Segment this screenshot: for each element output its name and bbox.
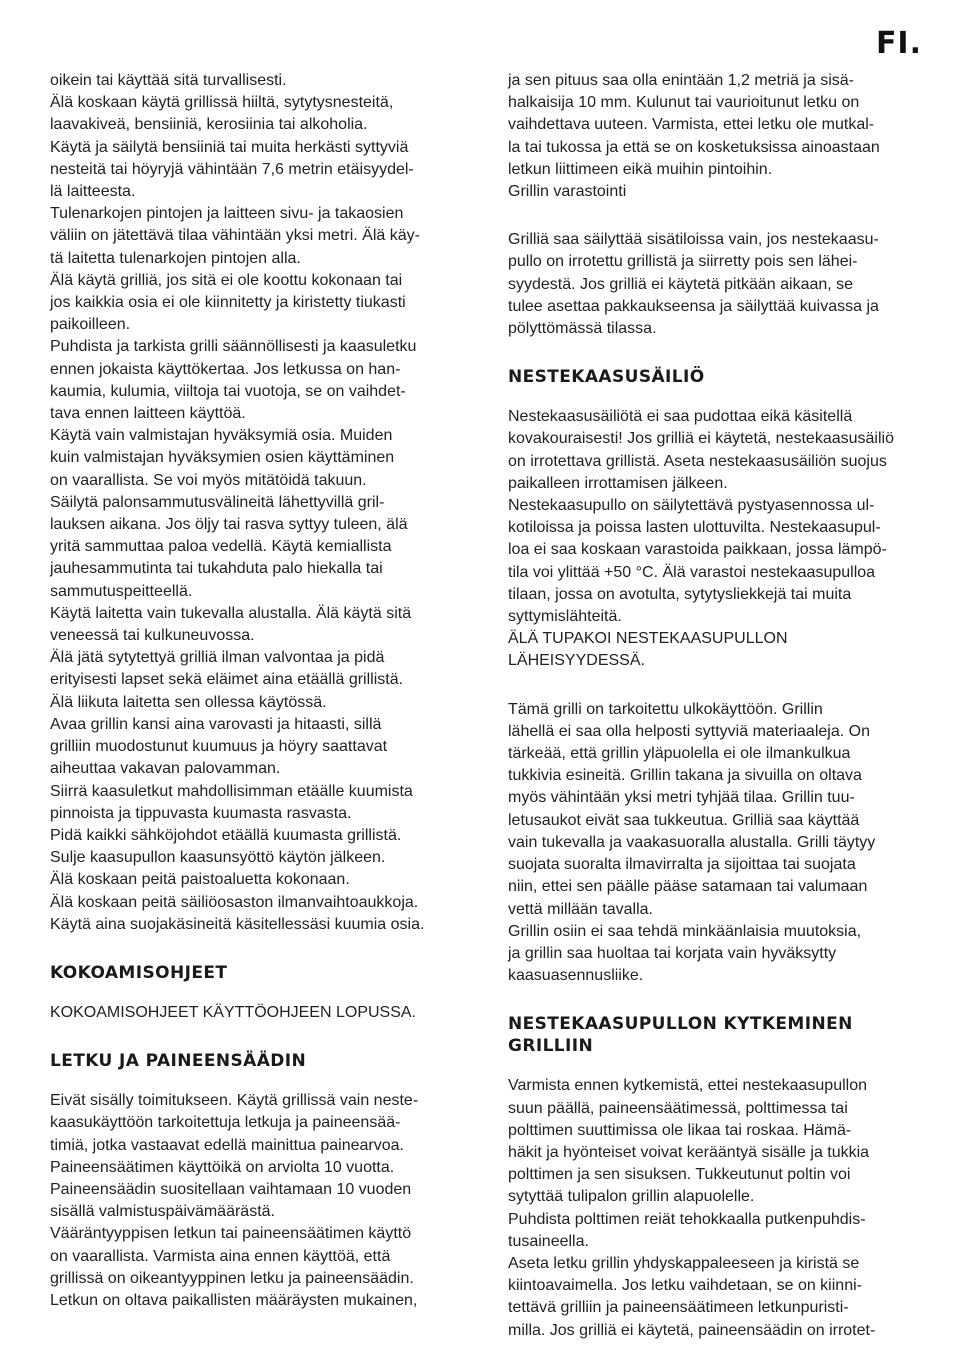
safety-instructions-text: oikein tai käyttää sitä turvallisesti. Älä koskaan käytä grillissä hiiltä, sytytysnesteitä, laavakiveä, bensiiniä, kerosiinia tai alkoholia. Käytä ja säilytä bensiiniä tai muita herkästi syttyviä nesteitä tai höyryjä vähintään 7,6 metrin etäisyydel- lä laitteesta. Tulenarkojen pintojen ja laitteen sivu- ja takaosien väliin on jätettävä tilaa vähintään yksi metri. Älä käy- tä laitetta tulenarkojen pintojen alla. Älä käytä grilliä, jos sitä ei ole koottu kokonaan tai jos kaikkia osia ei ole kiinnitetty ja kiristetty tiukasti paikoilleen. Puhdista ja tarkista grilli säännöllisesti ja kaasuletku ennen jokaista käyttökertaa. Jos letkussa on han- kaumia, kulumia, viiltoja tai vuotoja, se on vaihdet- tava ennen laitteen käyttöä. Käytä vain valmistajan hyväksymiä osia. Muiden kuin valmistajan hyväksymien osien käyttäminen on vaarallista. Se voi myös mitätöidä takuun. Säilytä palonsammutusvälineitä lähettyvillä gril- lauksen aikana. Jos öljy tai rasva syttyy tuleen, älä yritä sammuttaa paloa vedellä. Käytä kemiallista jauhesammutinta tai tukahduta palo hiekalla tai sammutuspeitteellä. Käytä laitetta vain tukevalla alustalla. Älä käytä sitä veneessä tai kulkuneuvossa. Älä jätä sytytettyä grilliä ilman valvontaa ja pidä erityisesti lapset sekä eläimet aina etäällä grillistä. Älä liikuta laitetta sen ollessa käytössä. Avaa grillin kansi aina varovasti ja hitaasti, sillä grilliin muodostunut kuumuus ja höyry saattavat aiheuttaa vakavan palovamman. Siirrä kaasuletkut mahdollisimman etäälle kuumista pinnoista ja tippuvasta kuumasta rasvasta. Pidä kaikki sähköjohdot etäällä kuumasta grillistä. Sulje kaasupullon kaasunsyöttö käytön jälkeen. Älä koskaan peitä paistoaluetta kokonaan. Älä koskaan peitä säiliöosaston ilmanvaihtoaukkoja. Käytä aina suojakäsineitä käsitellessäsi kuumia osia. — [50, 72, 425, 933]
right-column — [508, 70, 928, 1342]
hose-continuation-text: ja sen pituus saa olla enintään 1,2 metriä ja sisä- halkaisija 10 mm. Kulunut tai vaurioitunut letku on vaihdettava uuteen. Varmista, ettei letku ole mutkal- la tai tukossa ja että se on kosketuksissa ainoastaan letkun liittimeen eikä muihin pintoihin. Grillin varastointi — [508, 72, 880, 201]
connecting-cylinder-text: Varmista ennen kytkemistä, ettei nestekaasupullon suun päällä, paineensäätimessä, polttimessa tai polttimen suuttimissa ole likaa tai roskaa. Hämä- häkit ja hyönteiset voivat kerääntyä sisälle ja tukkia polttimen ja sen sisuksen. Tukkeutunut poltin voi sytyttää tulipalon grillin alapuolelle. Puhdista polttimen reiät tehokkaalla putkenpuhdis- tusaineella. Aseta letku grillin yhdyskappaleeseen ja kiristä se kiintoavaimella. Jos letku vaihdetaan, se on kiinni- tettävä grilliin ja paineensäätimeen letkunpuristi- milla. Jos grilliä ei käytetä, paineensäädin on irrotet- — [508, 1077, 876, 1339]
language-code: FI. — [875, 26, 922, 61]
hose-regulator-heading: LETKU JA PAINEENSÄÄDIN — [50, 1051, 307, 1072]
gas-tank-text: Nestekaasusäiliötä ei saa pudottaa eikä käsitellä kovakouraisesti! Jos grilliä ei käytetä, nestekaasusäiliö on irrotettava grillistä. Aseta nestekaasusäiliön suojus paikalleen irrottamisen jälkeen. Nestekaasupullo on säilytettävä pystyasennossa ul- kotiloissa ja poissa lasten ulottuvilta. Nestekaasupul- loa ei saa koskaan varastoida paikkaan, jossa lämpö- tila voi ylittää +50 °C. Älä varastoi nestekaasupulloa tilaan, jossa on avotulta, sytytysliekkejä tai muita syttymislähteitä. ÄLÄ TUPAKOI NESTEKAASUPULLON LÄHEISYYDESSÄ. — [508, 408, 894, 670]
storage-text: Grilliä saa säilyttää sisätiloissa vain, jos nestekaasu- pullo on irrotettu grillistä ja siirretty pois sen lähei- syydestä. Jos grilliä ei käytetä pitkään aikaan, se tulee asettaa pakkaukseensa ja säilyttää kuivassa ja pölyttömässä tilassa. — [508, 231, 879, 338]
assembly-text: KOKOAMISOHJEET KÄYTTÖOHJEEN LOPUSSA. — [50, 1003, 417, 1021]
left-column — [50, 70, 460, 1312]
connecting-cylinder-heading: NESTEKAASUPULLON KYTKEMINEN GRILLIIN — [508, 1014, 853, 1057]
hose-regulator-text: Eivät sisälly toimitukseen. Käytä grillissä vain neste- kaasukäyttöön tarkoitettuja letkuja ja paineensää- timiä, jotka vastaavat edellä mainittua painearvoa. Paineensäätimen käyttöikä on arviolta 10 vuotta. Paineensäädin suositellaan vaihtamaan 10 vuoden sisällä valmistuspäivämäärästä. Vääräntyyppisen letkun tai paineensäätimen käyttö on vaarallista. Varmista aina ennen käyttöä, että grillissä on oikeantyyppinen letku ja paineensäädin. Letkun on oltava paikallisten määräysten mukainen, — [50, 1092, 419, 1309]
gas-tank-heading: NESTEKAASUSÄILIÖ — [508, 367, 705, 388]
outdoor-use-text: Tämä grilli on tarkoitettu ulkokäyttöön. Grillin lähellä ei saa olla helposti syttyviä materiaaleja. On tärkeää, että grillin yläpuolella ei ole ilmankulkua tukkivia esineitä. Grillin takana ja sivuilla on oltava myös vähintään yksi metri tyhjää tilaa. Grillin tuu- letusaukot eivät saa tukkeutua. Grilliä saa käyttää vain tukevalla ja vaakasuoralla alustalla. Grilli täytyy suojata suoralta ilmavirralta ja sijoittaa tai suojata niin, ettei sen päälle pääse satamaan tai valumaan vettä millään tavalla. Grillin osiin ei saa tehdä minkäänlaisia muutoksia, ja grillin saa huoltaa tai korjata vain hyväksytty kaasuasennusliike. — [508, 700, 876, 985]
assembly-heading: KOKOAMISOHJEET — [50, 962, 228, 983]
